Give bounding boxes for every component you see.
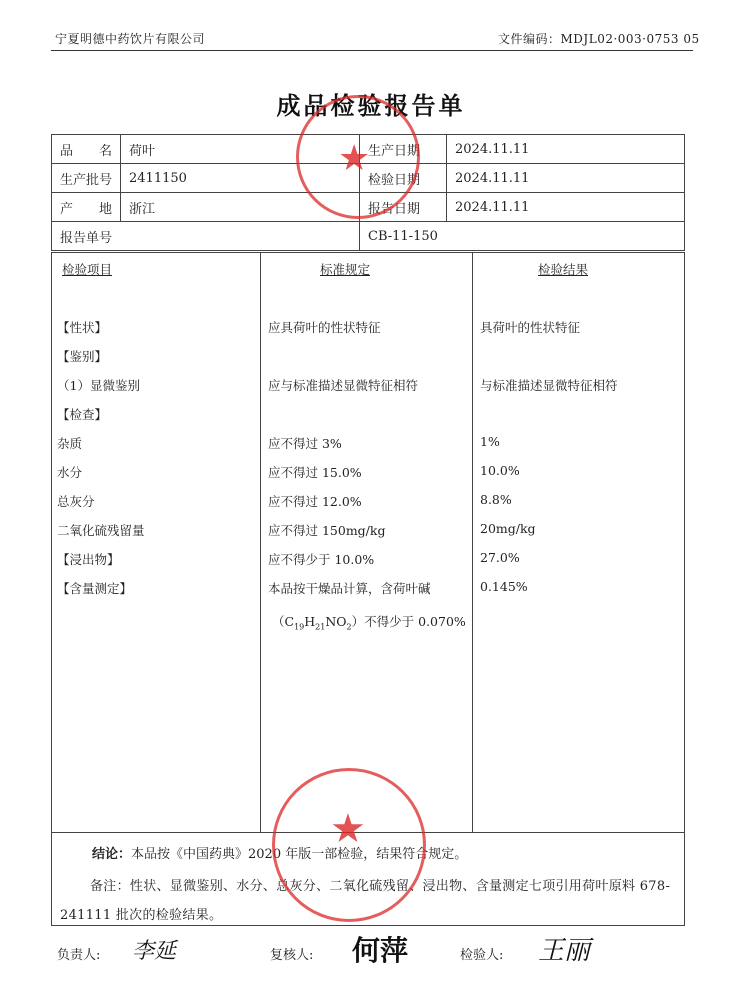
conclusion-text: 本品按《中国药典》2020 年版一部检验，结果符合规定。	[131, 847, 468, 862]
inspector-signature: 王丽	[538, 936, 591, 966]
assay-formula-sub: 19	[294, 622, 305, 632]
name-label: 品 名	[52, 135, 121, 164]
document-code: 文件编码：MDJL02·003·0753 05	[498, 32, 700, 46]
result-standard: 应具荷叶的性状特征	[268, 320, 381, 335]
remark-text: 性状、显微鉴别、水分、总灰分、二氧化硫残留、浸出物、含量测定七项引用荷叶原料 678-241111 批次的检验结果。	[60, 879, 671, 923]
reviewer-label: 复核人:	[270, 948, 314, 963]
reviewer-signature: 何萍	[352, 934, 409, 967]
assay-formula-sub: 21	[315, 622, 326, 632]
responsible-signature: 李延	[132, 939, 177, 964]
test-date-value: 2024.11.11	[447, 164, 685, 193]
result-standard: 应不得过 12.0%	[268, 494, 362, 509]
name-value: 荷叶	[121, 135, 360, 164]
result-item: 【浸出物】	[57, 552, 120, 567]
result-item: （1）显微鉴别	[57, 378, 140, 393]
report-date-value: 2024.11.11	[447, 193, 685, 222]
report-number-label: 报告单号	[52, 222, 360, 251]
origin-label: 产 地	[52, 193, 121, 222]
test-date-label: 检验日期	[360, 164, 447, 193]
result-standard: 应不得少于 10.0%	[268, 552, 375, 567]
assay-formula-h: H	[304, 614, 316, 629]
result-item: 总灰分	[57, 494, 95, 509]
batch-value: 2411150	[121, 164, 360, 193]
report-number-value: CB-11-150	[360, 222, 685, 251]
result-value: 0.145%	[480, 579, 528, 594]
header-rule	[51, 50, 693, 51]
company-name: 宁夏明德中药饮片有限公司	[55, 32, 206, 46]
report-date-label: 报告日期	[360, 193, 447, 222]
stamp-star-icon: ★	[338, 138, 371, 179]
column-header-item: 检验项目	[62, 262, 113, 277]
assay-formula-post: ）不得少于 0.070%	[351, 614, 466, 629]
result-standard: 应不得过 15.0%	[268, 465, 362, 480]
result-value: 1%	[480, 434, 500, 449]
column-divider	[260, 252, 261, 833]
result-value: 8.8%	[480, 492, 512, 507]
result-standard: 应不得过 3%	[268, 436, 342, 451]
result-item: 【性状】	[57, 320, 108, 335]
result-standard: 应与标准描述显微特征相符	[268, 378, 419, 393]
production-date-value: 2024.11.11	[447, 135, 685, 164]
result-standard: 本品按干燥品计算，含荷叶碱	[268, 581, 431, 596]
result-value: 具荷叶的性状特征	[480, 320, 581, 335]
conclusion-label: 结论：	[92, 847, 132, 862]
batch-label: 生产批号	[52, 164, 121, 193]
assay-formula-pre: （C	[272, 614, 295, 629]
inspector-label: 检验人:	[460, 948, 504, 963]
page-title: 成品检验报告单	[276, 91, 466, 120]
responsible-label: 负责人:	[57, 948, 101, 963]
results-box	[51, 252, 685, 833]
result-item: 【检查】	[57, 407, 108, 422]
column-divider	[472, 252, 473, 833]
origin-value: 浙江	[121, 193, 360, 222]
remark-label: 备注：	[90, 879, 130, 894]
assay-formula-sub: 2	[346, 622, 352, 632]
assay-formula-no: NO	[325, 614, 347, 629]
production-date-label: 生产日期	[360, 135, 447, 164]
result-item: 【含量测定】	[57, 581, 133, 596]
result-value: 20mg/kg	[480, 521, 536, 536]
result-value: 与标准描述显微特征相符	[480, 378, 618, 393]
stamp-star-icon: ★	[330, 806, 366, 852]
assay-formula-line	[272, 612, 466, 632]
column-header-standard: 标准规定	[320, 262, 371, 277]
result-item: 水分	[57, 465, 83, 480]
result-standard: 应不得过 150mg/kg	[268, 523, 386, 538]
column-header-result: 检验结果	[538, 262, 589, 277]
result-item: 【鉴别】	[57, 349, 108, 364]
result-value: 27.0%	[480, 550, 520, 565]
result-item: 杂质	[57, 436, 83, 451]
result-item: 二氧化硫残留量	[57, 523, 145, 538]
result-value: 10.0%	[480, 463, 520, 478]
